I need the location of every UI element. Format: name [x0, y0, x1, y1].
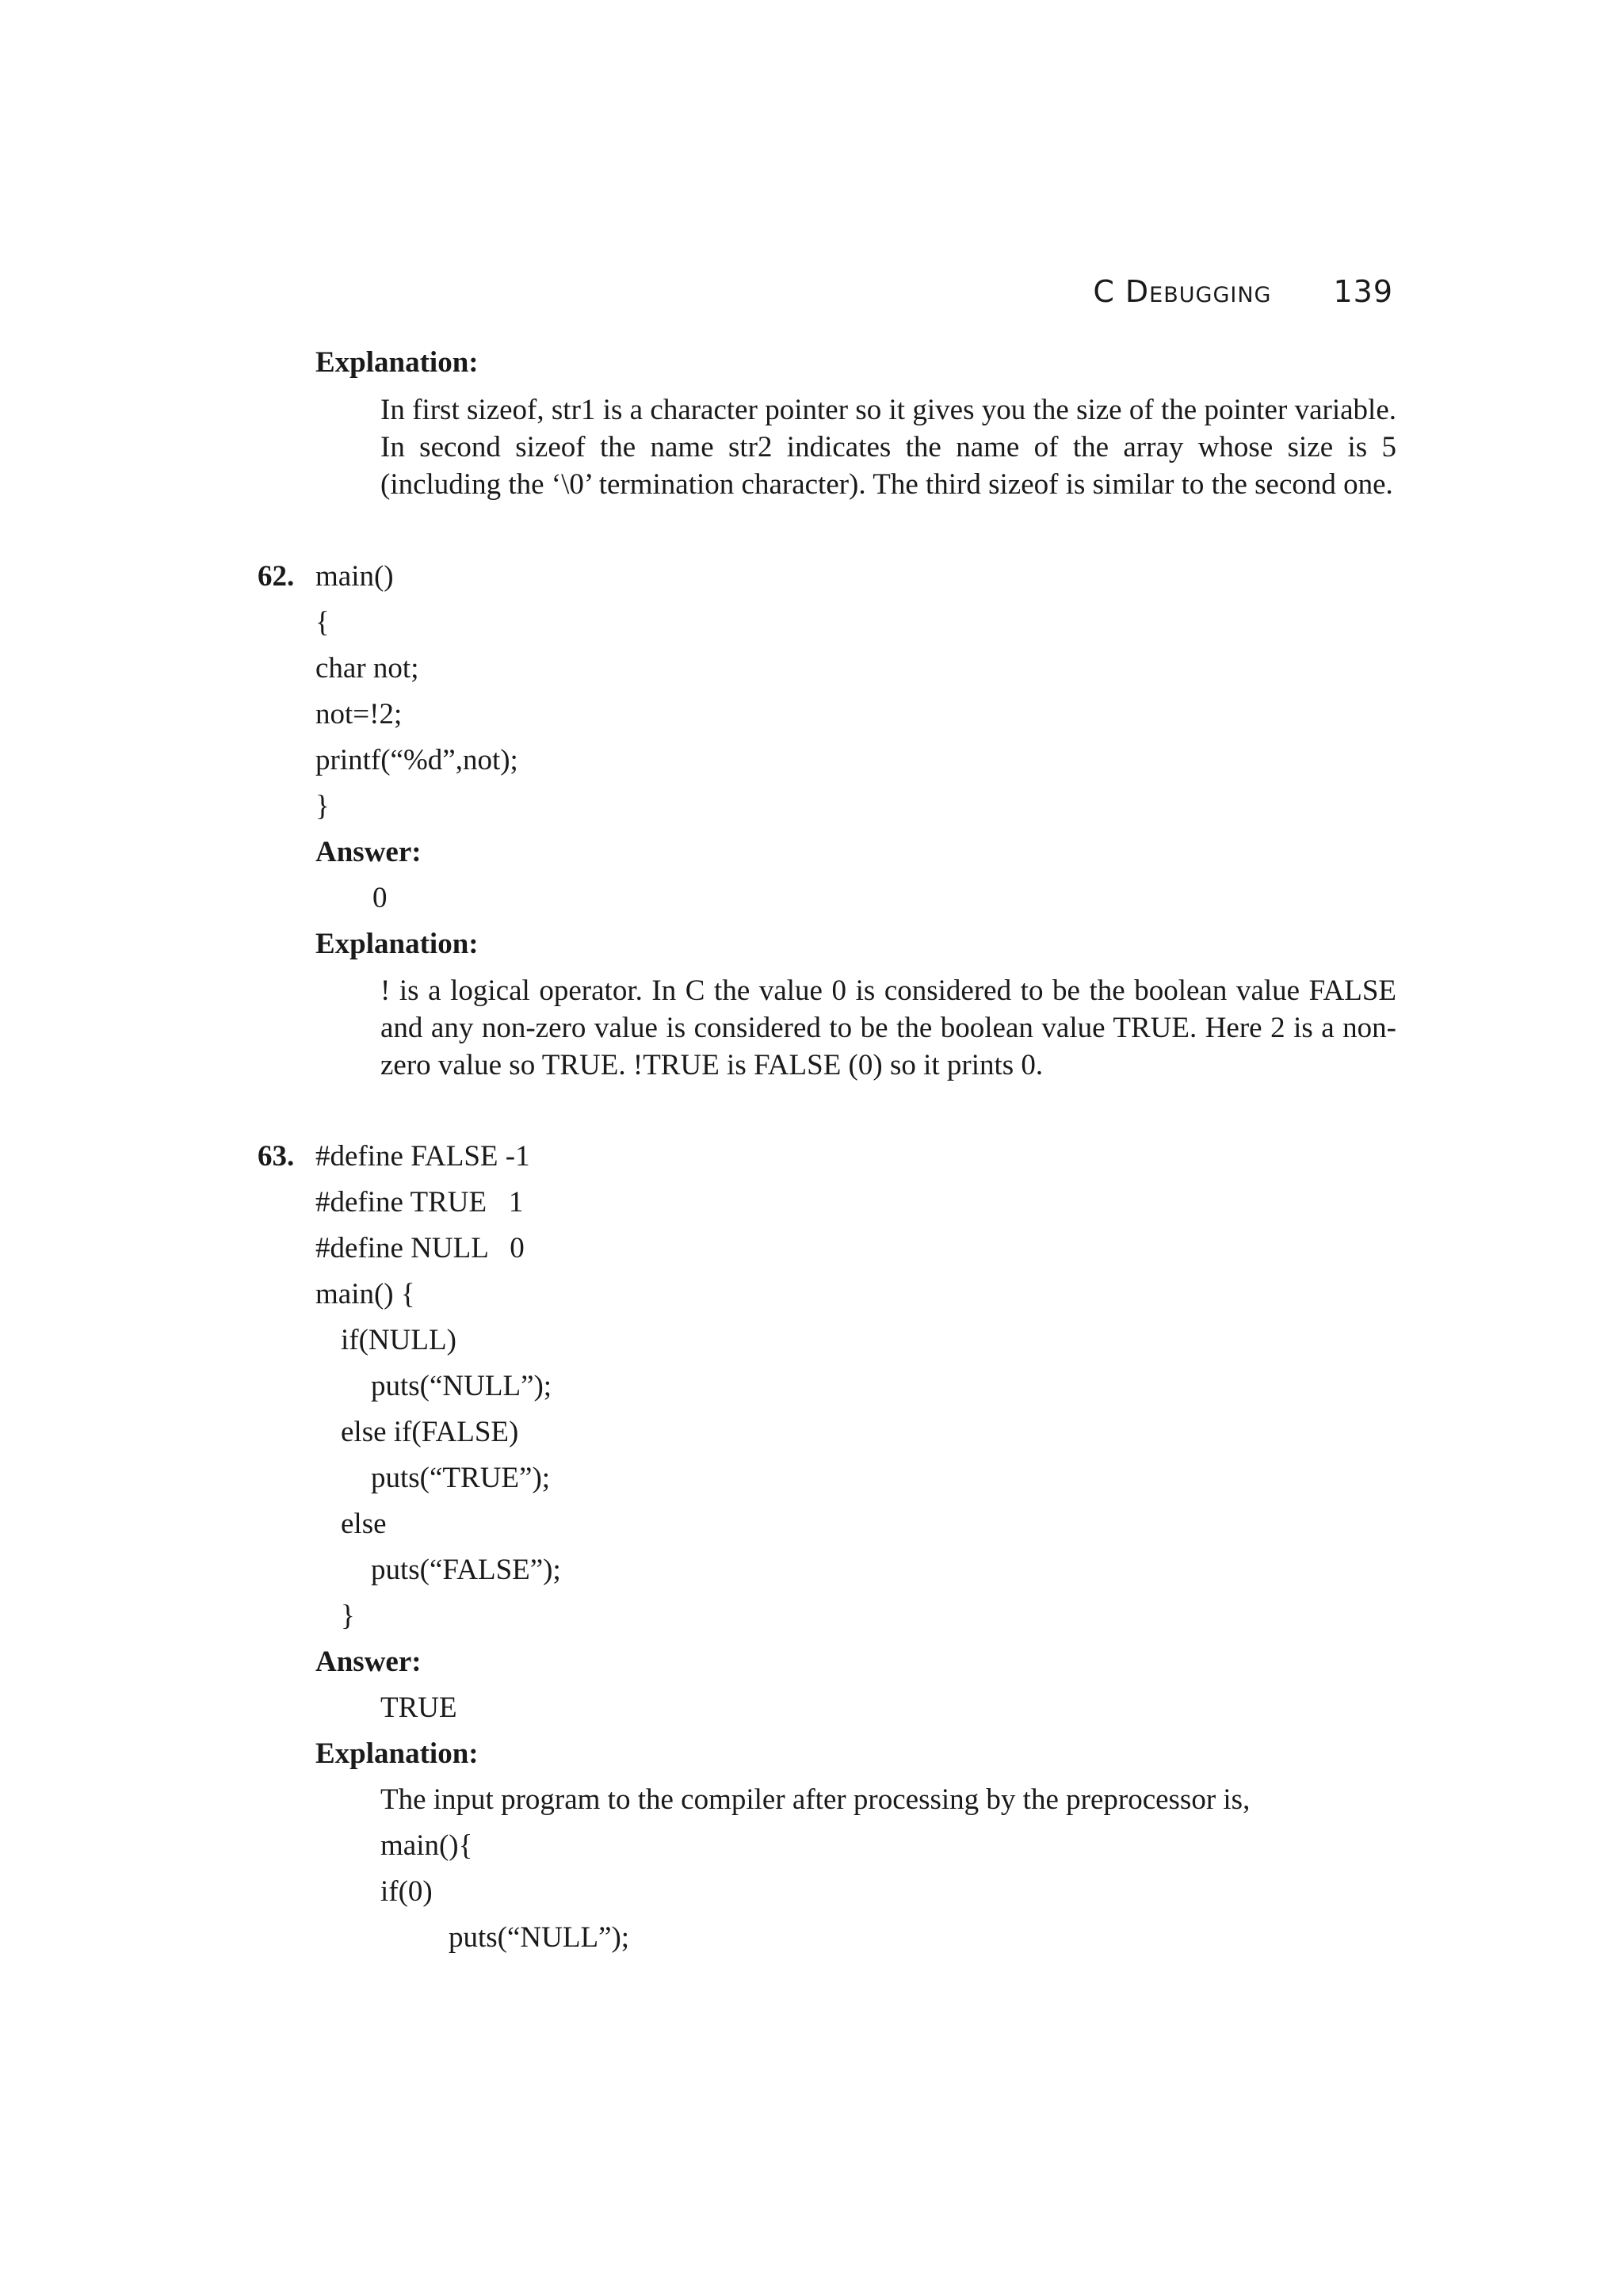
chapter-title: C Debugging: [1093, 274, 1272, 309]
question-number: 63.: [258, 1140, 295, 1173]
page-number: 139: [1333, 274, 1393, 309]
code-line: if(NULL): [341, 1324, 456, 1356]
explanation-text: ! is a logical operator. In C the value 0 is considered to be the boolean value FALSE and any non-zero value is considered to be the boolean value TRUE. Here 2 is a non-zero value so TRUE. !TRUE is FALSE (0) so it prints 0.: [380, 974, 1396, 1081]
code-line: main() {: [315, 1278, 415, 1310]
answer-label: Answer:: [315, 1646, 422, 1678]
code-line: #define TRUE 1: [315, 1186, 524, 1219]
code-line: puts(“NULL”);: [449, 1921, 630, 1954]
question-number: 62.: [258, 560, 295, 593]
answer-value: TRUE: [380, 1691, 457, 1724]
explanation-label: Explanation:: [315, 928, 479, 960]
running-header: [1093, 274, 1393, 309]
code-line: else: [341, 1508, 387, 1540]
explanation-label: Explanation:: [315, 1737, 479, 1770]
code-line: if(0): [380, 1875, 433, 1908]
code-line: printf(“%d”,not);: [315, 744, 518, 776]
code-line: not=!2;: [315, 698, 403, 730]
code-line: else if(FALSE): [341, 1416, 519, 1448]
explanation-text: The input program to the compiler after processing by the preprocessor is,: [380, 1783, 1251, 1816]
code-line: puts(“NULL”);: [371, 1370, 552, 1402]
code-line: char not;: [315, 652, 419, 685]
explanation-label: Explanation:: [315, 346, 479, 379]
code-line: puts(“FALSE”);: [371, 1554, 561, 1586]
code-line: main(){: [380, 1829, 473, 1862]
code-line: }: [341, 1600, 355, 1632]
code-line: }: [315, 790, 330, 822]
code-line: {: [315, 606, 330, 639]
code-line: #define FALSE -1: [315, 1140, 530, 1173]
explanation-text: In first sizeof, str1 is a character pointer so it gives you the size of the pointer variable. In second sizeof the name str2 indicates the name of the array whose size is 5 (including the ‘\0’ termination character). The third sizeof is similar to the second one.: [380, 394, 1396, 501]
code-line: puts(“TRUE”);: [371, 1462, 551, 1494]
code-line: #define NULL 0: [315, 1232, 525, 1264]
answer-value: 0: [372, 882, 388, 914]
code-line: main(): [315, 560, 394, 593]
answer-label: Answer:: [315, 836, 422, 868]
